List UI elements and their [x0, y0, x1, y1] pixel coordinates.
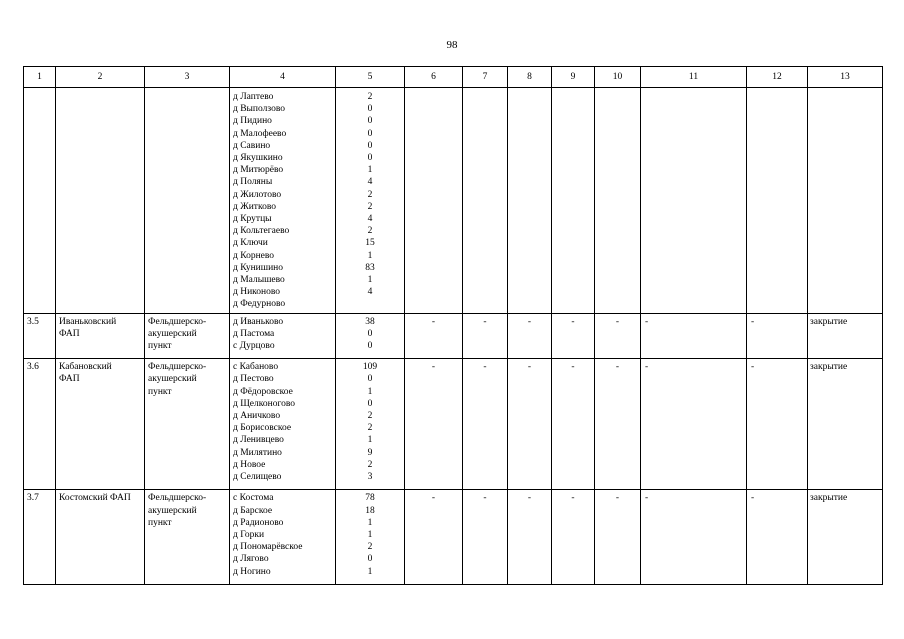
settlement-count: 0 — [367, 554, 373, 565]
col-header: 6 — [405, 67, 463, 88]
settlement-count: 1 — [367, 250, 373, 261]
facility-name-line: Иваньковский — [59, 316, 117, 327]
settlements-cell — [230, 313, 336, 359]
facility-type-line: акушерский — [148, 328, 197, 339]
settlement-count: 9 — [367, 447, 373, 458]
settlement-name: д Никоново — [233, 287, 281, 298]
settlement-count: 1 — [367, 435, 373, 446]
col-header: 8 — [508, 67, 552, 88]
facility-type — [145, 490, 230, 584]
settlement-name: д Пидино — [233, 116, 272, 127]
settlement-name: д Пастома — [233, 328, 275, 339]
value-cell: - — [552, 359, 595, 490]
settlement-count: 2 — [367, 189, 373, 200]
facility-name-line: ФАП — [59, 374, 80, 385]
settlement-count: 1 — [367, 529, 373, 540]
col-header: 7 — [463, 67, 508, 88]
settlement-count: 15 — [365, 238, 375, 249]
facility-type — [145, 359, 230, 490]
facility-name-line: ФАП — [59, 328, 80, 339]
col-header: 13 — [808, 67, 883, 88]
value-cell: - — [747, 490, 808, 584]
col-header: 12 — [747, 67, 808, 88]
settlement-name: д Ногино — [233, 566, 271, 577]
settlement-count: 1 — [367, 165, 373, 176]
value-cell: - — [463, 490, 508, 584]
settlement-count: 38 — [365, 316, 375, 327]
settlement-name: д Иваньково — [233, 316, 284, 327]
population-cell — [336, 313, 405, 359]
settlement-name: д Савино — [233, 140, 271, 151]
action-cell: закрытие — [808, 313, 883, 359]
settlement-name: д Лаптево — [233, 92, 274, 102]
settlement-name: с Дурцово — [233, 341, 275, 352]
col-header: 1 — [24, 67, 56, 88]
page-number: 98 — [446, 39, 458, 51]
settlement-name: д Крутцы — [233, 214, 272, 225]
settlement-name: д Пономарёвское — [233, 542, 303, 553]
settlements-cell — [230, 359, 336, 490]
facility-type — [145, 313, 230, 359]
settlement-count: 0 — [367, 398, 373, 409]
settlement-name: д Селищево — [233, 472, 282, 483]
value-cell: - — [508, 359, 552, 490]
settlement-count: 2 — [367, 459, 373, 470]
settlement-name: д Федурново — [233, 299, 286, 310]
settlement-count: 0 — [367, 140, 373, 151]
settlement-name: д Малофеево — [233, 128, 287, 139]
settlement-count: 0 — [367, 116, 373, 127]
settlement-name: д Якушкино — [233, 153, 283, 164]
settlement-name: д Фёдоровское — [233, 386, 293, 397]
col-header: 3 — [145, 67, 230, 88]
settlement-name: д Горки — [233, 529, 265, 540]
row-number: 3.5 — [24, 313, 56, 359]
settlement-count: 2 — [367, 92, 373, 102]
table-row — [24, 313, 883, 359]
settlement-name: д Малышево — [233, 275, 285, 286]
empty-cell — [641, 88, 747, 314]
value-cell: - — [641, 359, 747, 490]
num-cell — [24, 88, 56, 314]
settlement-count: 3 — [367, 472, 373, 483]
settlement-name: д Митюрёво — [233, 165, 284, 176]
value-cell: - — [595, 359, 641, 490]
col-header: 11 — [641, 67, 747, 88]
facility-type-line: Фельдшерско- — [148, 362, 207, 373]
facility-type-line: пункт — [148, 517, 172, 528]
col-header: 4 — [230, 67, 336, 88]
settlement-name: д Лягово — [233, 554, 269, 565]
settlement-count: 2 — [367, 423, 373, 434]
value-cell: - — [595, 313, 641, 359]
population-cell — [336, 359, 405, 490]
population-cell — [336, 490, 405, 584]
settlement-count: 78 — [365, 493, 375, 504]
value-cell: - — [508, 490, 552, 584]
table-row — [24, 490, 883, 584]
empty-cell — [552, 88, 595, 314]
col-header: 10 — [595, 67, 641, 88]
action-cell: закрытие — [808, 359, 883, 490]
settlement-count: 0 — [367, 128, 373, 139]
table-row — [24, 88, 883, 314]
name-cell — [56, 88, 145, 314]
value-cell: - — [552, 490, 595, 584]
value-cell: - — [641, 313, 747, 359]
population-cell — [336, 88, 405, 314]
facility-type-line: акушерский — [148, 374, 197, 385]
value-cell: - — [405, 313, 463, 359]
value-cell: - — [747, 313, 808, 359]
settlement-name: с Кабаново — [233, 362, 279, 373]
settlement-count: 2 — [367, 201, 373, 212]
value-cell: - — [641, 490, 747, 584]
settlement-name: д Ленивцево — [233, 435, 284, 446]
settlement-name: д Борисовское — [233, 423, 292, 434]
value-cell: - — [508, 313, 552, 359]
facility-name — [56, 359, 145, 490]
settlement-count: 1 — [367, 275, 373, 286]
action-cell: закрытие — [808, 490, 883, 584]
settlement-count: 0 — [367, 374, 373, 385]
settlement-count: 4 — [367, 214, 373, 225]
row-number: 3.6 — [24, 359, 56, 490]
facilities-table — [23, 66, 883, 585]
col-header: 9 — [552, 67, 595, 88]
empty-cell — [463, 88, 508, 314]
settlement-name: д Жилотово — [233, 189, 282, 200]
settlement-name: д Выползово — [233, 104, 285, 115]
settlement-count: 1 — [367, 386, 373, 397]
settlement-name: д Аничково — [233, 411, 281, 422]
settlement-count: 18 — [365, 505, 375, 516]
header-row — [24, 67, 883, 88]
settlement-count: 0 — [367, 153, 373, 164]
empty-cell — [405, 88, 463, 314]
row-number: 3.7 — [24, 490, 56, 584]
settlement-name: д Ключи — [233, 238, 268, 249]
settlement-name: д Барское — [233, 505, 273, 516]
settlement-count: 2 — [367, 411, 373, 422]
settlement-name: д Корнево — [233, 250, 275, 261]
settlement-name: д Новое — [233, 459, 266, 470]
facility-name-line: Костомский ФАП — [59, 493, 131, 504]
facility-type-line: пункт — [148, 386, 172, 397]
settlement-count: 1 — [367, 566, 373, 577]
settlement-count: 1 — [367, 517, 373, 528]
settlement-count: 0 — [367, 341, 373, 352]
col-header: 5 — [336, 67, 405, 88]
settlement-name: д Милятино — [233, 447, 282, 458]
settlement-name: д Радионово — [233, 517, 284, 528]
facility-type-line: пункт — [148, 341, 172, 352]
settlement-name: д Поляны — [233, 177, 273, 188]
settlement-count: 0 — [367, 104, 373, 115]
value-cell: - — [552, 313, 595, 359]
settlement-name: д Кунишино — [233, 262, 283, 273]
table-row — [24, 359, 883, 490]
facility-name — [56, 313, 145, 359]
settlement-name: д Кольтегаево — [233, 226, 290, 237]
settlement-count: 4 — [367, 177, 373, 188]
settlement-name: д Щелконогово — [233, 398, 296, 409]
settlement-count: 4 — [367, 287, 373, 298]
value-cell: - — [595, 490, 641, 584]
settlement-count — [339, 298, 401, 310]
settlement-count: 109 — [362, 362, 378, 373]
settlement-count: 2 — [367, 542, 373, 553]
empty-cell — [808, 88, 883, 314]
settlement-name: д Житково — [233, 201, 277, 212]
facility-name-line: Кабановский — [59, 362, 112, 373]
value-cell: - — [463, 359, 508, 490]
settlement-name: с Костома — [233, 493, 274, 504]
empty-cell — [508, 88, 552, 314]
facility-type-line: Фельдшерско- — [148, 493, 207, 504]
settlements-cell — [230, 88, 336, 314]
settlements-cell — [230, 490, 336, 584]
settlement-count: 83 — [365, 262, 375, 273]
facility-name — [56, 490, 145, 584]
empty-cell — [747, 88, 808, 314]
facility-type-line: Фельдшерско- — [148, 316, 207, 327]
empty-cell — [595, 88, 641, 314]
value-cell: - — [463, 313, 508, 359]
type-cell — [145, 88, 230, 314]
settlement-name: д Пестово — [233, 374, 274, 385]
settlement-count: 0 — [367, 328, 373, 339]
col-header: 2 — [56, 67, 145, 88]
settlement-count: 2 — [367, 226, 373, 237]
value-cell: - — [405, 490, 463, 584]
value-cell: - — [405, 359, 463, 490]
facility-type-line: акушерский — [148, 505, 197, 516]
value-cell: - — [747, 359, 808, 490]
